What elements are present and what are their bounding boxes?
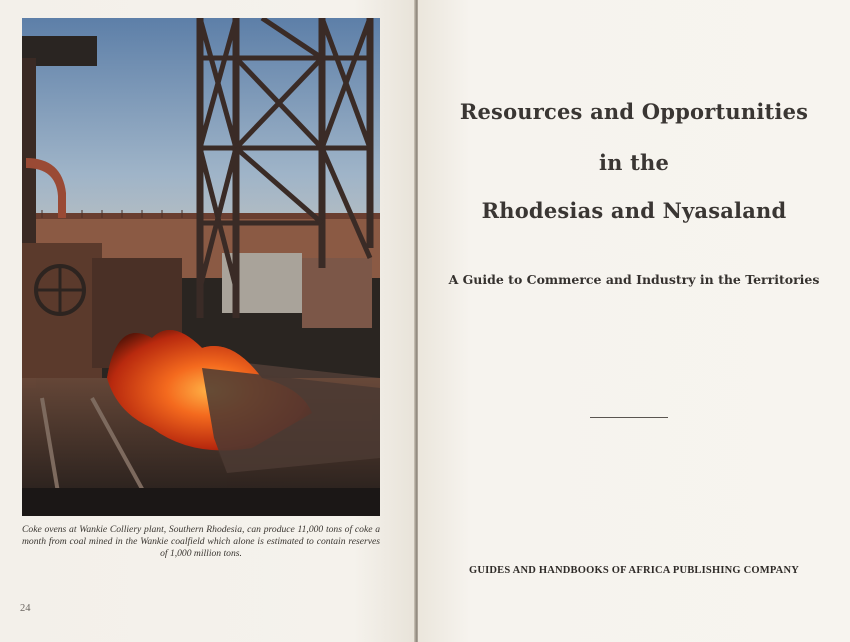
title-line-1: Resources and Opportunities [459,99,809,124]
coke-ovens-photo [22,18,380,516]
title-line-3: Rhodesias and Nyasaland [481,198,787,223]
left-page [0,0,416,642]
subtitle: A Guide to Commerce and Industry in the Territories [448,272,820,287]
title-line-2: in the [598,150,670,175]
publisher-line: GUIDES AND HANDBOOKS OF AFRICA PUBLISHING COMPANY [468,565,800,576]
title-page [418,0,850,642]
divider-rule [590,417,668,418]
page-number: 24 [20,603,31,614]
photo-caption: Coke ovens at Wankie Colliery plant, Southern Rhodesia, can produce 11,000 tons of coke a month from coal mined in the Wankie coalfield which alone is estimated to contain reserves of 1,000 million tons. [22,524,380,559]
